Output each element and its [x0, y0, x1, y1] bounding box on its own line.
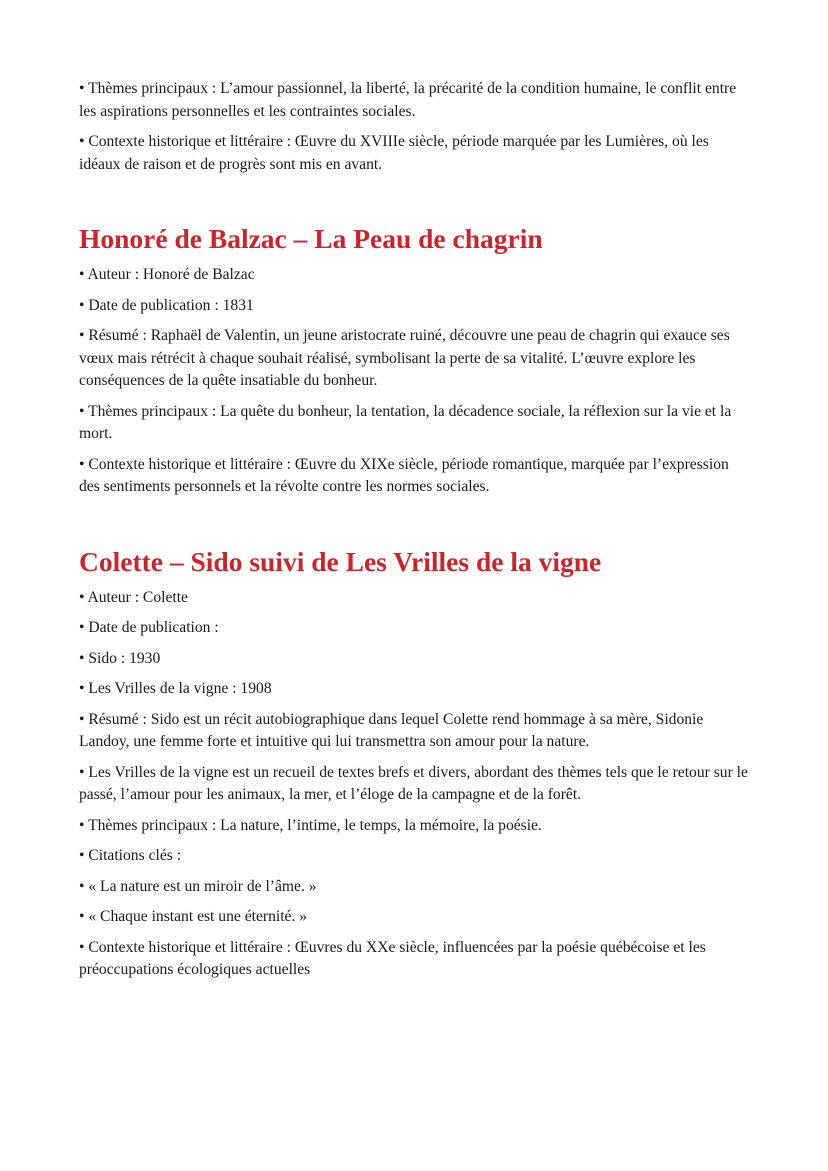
balzac-summary-item: • Résumé : Raphaël de Valentin, un jeune aristocrate ruiné, découvre une peau de chagrin qui exauce ses vœux mais rétrécit à chaque souhait réalisé, symbolisant la perte de sa vitalité. L’œuvre explore les conséquences de la quête insatiable du bonheur.	[79, 327, 730, 389]
intro-section	[79, 78, 751, 176]
colette-context-item: • Contexte historique et littéraire : Œuvres du XXe siècle, influencées par la poésie québécoise et les préoccupations écologiques actuelles	[79, 938, 706, 978]
colette-author-item: • Auteur : Colette	[79, 588, 188, 606]
colette-themes-item: • Thèmes principaux : La nature, l’intime, le temps, la mémoire, la poésie.	[79, 816, 542, 834]
document-page	[79, 78, 751, 990]
colette-summary-item: • Résumé : Sido est un récit autobiographique dans lequel Colette rend hommage à sa mère, Sidonie Landoy, une femme forte et intuitive qui lui transmettra son amour pour la nature.	[79, 710, 704, 750]
colette-sido-date-item: • Sido : 1930	[79, 649, 161, 667]
colette-quotes-heading-item: • Citations clés :	[79, 847, 182, 864]
intro-themes-item: • Thèmes principaux : L’amour passionnel, la liberté, la précarité de la condition humaine, le conflit entre les aspirations personnelles et les contraintes sociales.	[79, 80, 737, 120]
colette-section	[79, 545, 751, 982]
balzac-themes-item: • Thèmes principaux : La quête du bonheur, la tentation, la décadence sociale, la réflexion sur la vie et la mort.	[79, 402, 732, 442]
colette-quote-item: • « Chaque instant est une éternité. »	[79, 908, 308, 925]
section-spacer	[79, 184, 751, 222]
balzac-date-item: • Date de publication : 1831	[79, 296, 254, 314]
balzac-section	[79, 222, 751, 499]
colette-heading: Colette – Sido suivi de Les Vrilles de la vigne	[79, 545, 602, 577]
balzac-author-item: • Auteur : Honoré de Balzac	[79, 266, 255, 283]
colette-vrilles-summary-item: • Les Vrilles de la vigne est un recueil de textes brefs et divers, abordant des thèmes tels que le retour sur le passé, l’amour pour les animaux, la mer, et l’éloge de la campagne et de la forêt.	[79, 763, 748, 803]
balzac-context-item: • Contexte historique et littéraire : Œuvre du XIXe siècle, période romantique, marquée par l’expression des sentiments personnels et la révolte contre les normes sociales.	[79, 455, 729, 495]
colette-quote-item: • « La nature est un miroir de l’âme. »	[79, 877, 317, 895]
colette-vrilles-date-item: • Les Vrilles de la vigne : 1908	[79, 680, 272, 697]
colette-date-item: • Date de publication :	[79, 619, 219, 636]
intro-context-item: • Contexte historique et littéraire : Œuvre du XVIIIe siècle, période marquée par les Lumières, où les idéaux de raison et de progrès sont mis en avant.	[79, 133, 709, 173]
balzac-heading: Honoré de Balzac – La Peau de chagrin	[79, 223, 543, 254]
section-spacer	[79, 507, 751, 545]
